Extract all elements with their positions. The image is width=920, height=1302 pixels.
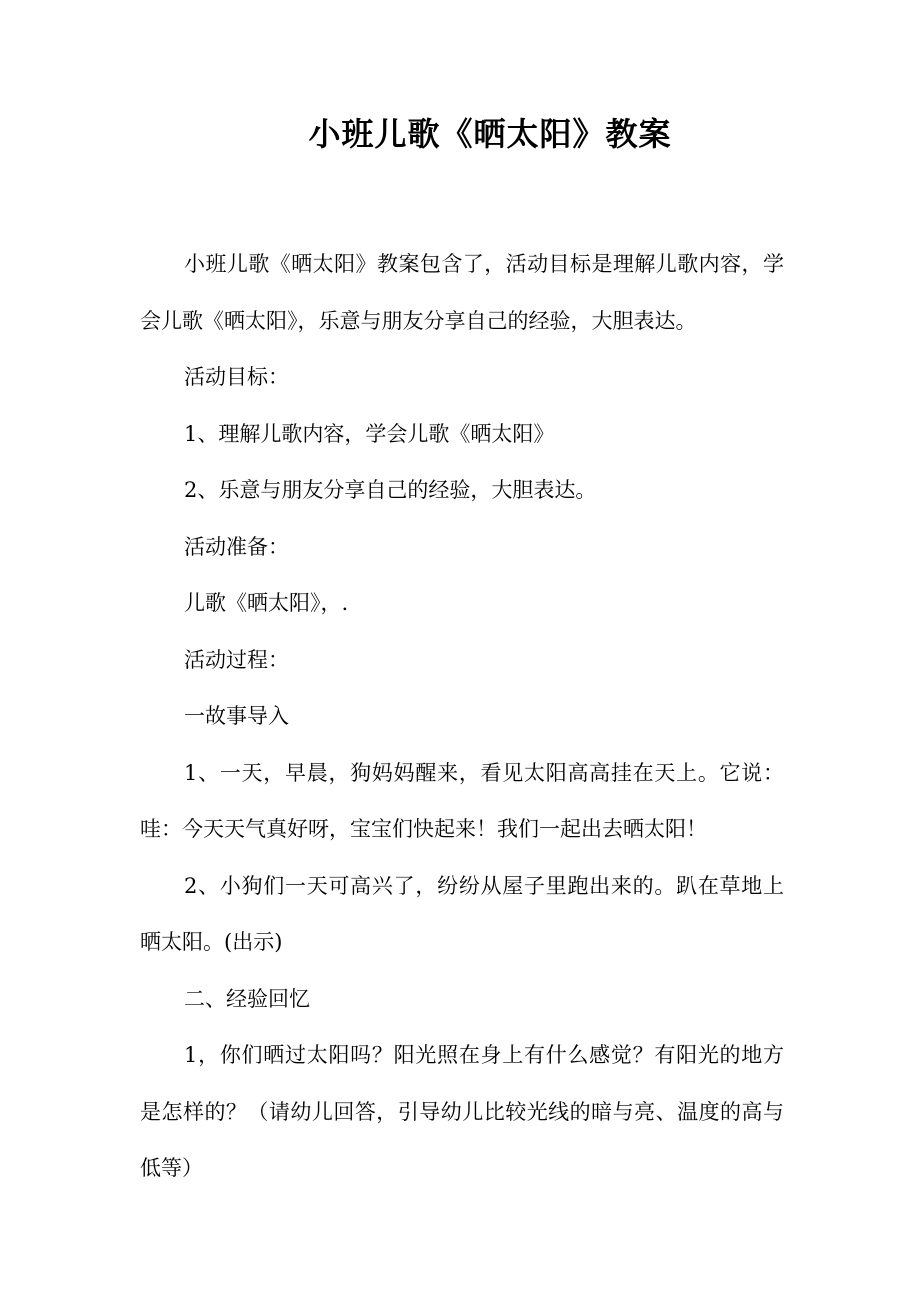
paragraph-recall-1: 1，你们晒过太阳吗？阳光照在身上有什么感觉？有阳光的地方是怎样的？（请幼儿回答，引导幼儿比较光线的暗与亮、温度的高与低等）	[140, 1043, 784, 1180]
paragraph-preparation: 儿歌《晒太阳》，.	[184, 591, 349, 615]
document-body	[140, 236, 784, 1197]
paragraph-story-2: 2、小狗们一天可高兴了，纷纷从屋子里跑出来的。趴在草地上晒太阳。(出示)	[140, 873, 784, 954]
paragraph-process-heading: 活动过程：	[184, 647, 289, 672]
paragraph-goal-2: 2、乐意与朋友分享自己的经验，大胆表达。	[184, 478, 597, 502]
document-title: 小班儿歌《晒太阳》教案	[308, 115, 672, 153]
paragraph-goal-1: 1、理解儿歌内容，学会儿歌《晒太阳》	[184, 421, 555, 446]
paragraph-story-1: 1、一天，早晨，狗妈妈醒来，看见太阳高高挂在天上。它说：哇：今天天气真好呀，宝宝们快起来！我们一起出去晒太阳！	[140, 760, 784, 841]
paragraph-section-1-heading: 一故事导入	[184, 704, 289, 728]
paragraph-section-2-heading: 二、经验回忆	[184, 986, 310, 1011]
paragraph-preparation-heading: 活动准备：	[184, 534, 289, 559]
paragraph-goals-heading: 活动目标：	[184, 365, 289, 389]
paragraph-intro: 小班儿歌《晒太阳》教案包含了，活动目标是理解儿歌内容，学会儿歌《晒太阳》，乐意与朋友分享自己的经验，大胆表达。	[140, 252, 784, 333]
